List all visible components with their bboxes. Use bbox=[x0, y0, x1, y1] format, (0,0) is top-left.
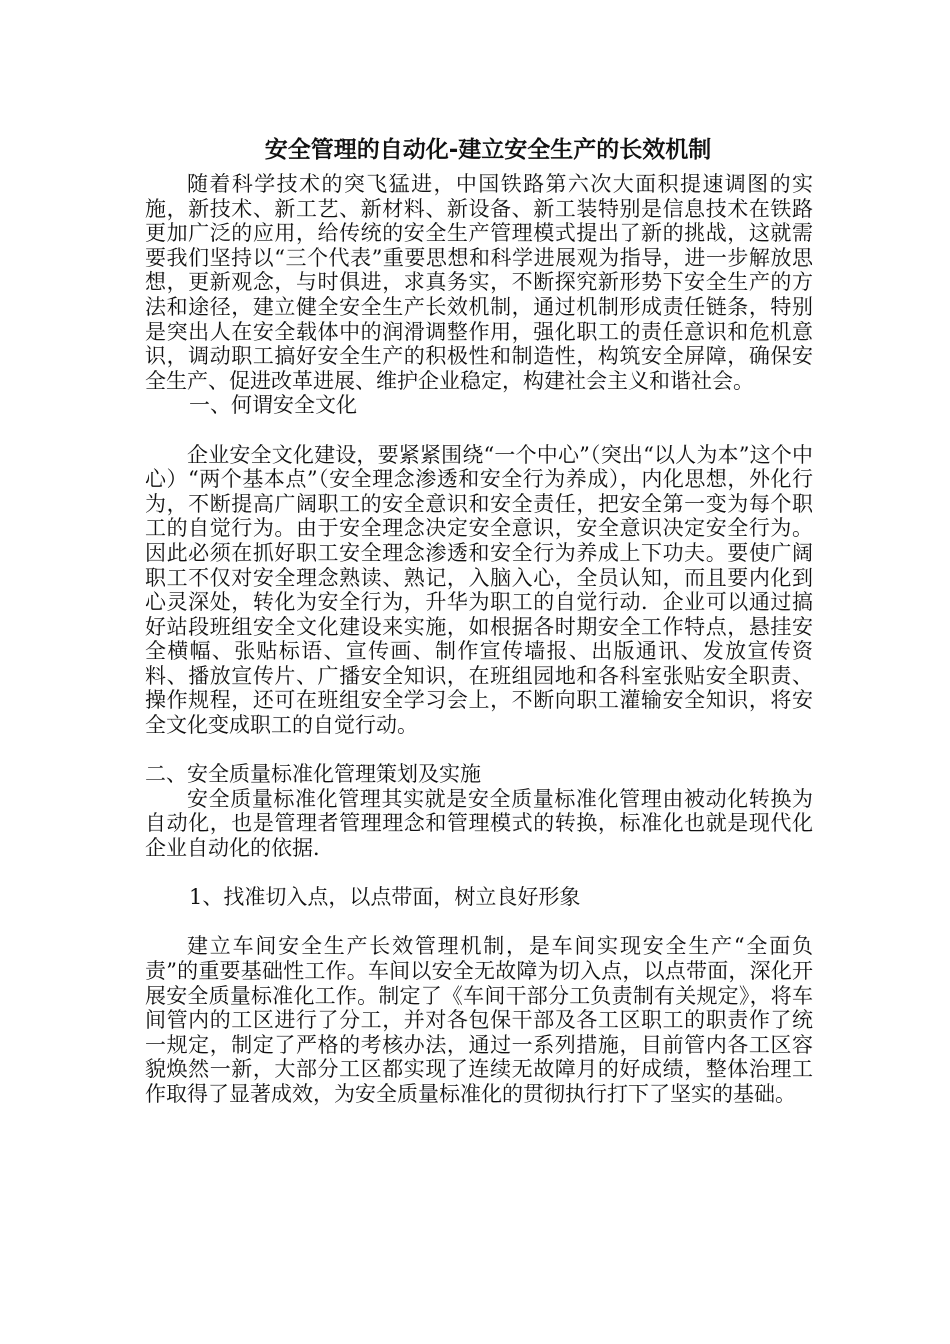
spacer bbox=[145, 861, 813, 886]
section2-paragraph: 安全质量标准化管理其实就是安全质量标准化管理由被动化转换为自动化，也是管理者管理理念和管理模式的转换，标准化也就是现代化企业自动化的依据． bbox=[145, 786, 813, 861]
subsection1-paragraph: 建立车间安全生产长效管理机制，是车间实现安全生产“全面负责”的重要基础性工作。车间以安全无故障为切入点，以点带面，深化开展安全质量标准化工作。制定了《车间干部分工负责制有关规定》，将车间管内的工区进行了分工，并对各包保干部及各工区职工的职责作了统一规定，制定了严格的考核办法，通过一系列措施，目前管内各工区容貌焕然一新，大部分工区都实现了连续无故障月的好成绩，整体治理工作取得了显著成效，为安全质量标准化的贯彻执行打下了坚实的基础。 bbox=[145, 934, 813, 1106]
section1-paragraph: 企业安全文化建设，要紧紧围绕“一个中心”（突出“以人为本”这个中心）“两个基本点”（安全理念渗透和安全行为养成），内化思想，外化行为，不断提高广阔职工的安全意识和安全责任，把安全第一变为每个职工的自觉行为。由于安全理念决定安全意识，安全意识决定安全行为。因此必须在抓好职工安全理念渗透和安全行为养成上下功夫。要使广阔职工不仅对安全理念熟读、熟记，入脑入心，全员认知，而且要内化到心灵深处，转化为安全行为，升华为职工的自觉行动．企业可以通过搞好站段班组安全文化建设来实施，如根据各时期安全工作特点，悬挂安全横幅、张贴标语、宣传画、制作宣传墙报、出版通讯、发放宣传资料、播放宣传片、广播安全知识，在班组园地和各科室张贴安全职责、操作规程，还可在班组安全学习会上，不断向职工灌输安全知识，将安全文化变成职工的自觉行动。 bbox=[145, 442, 813, 738]
section1-heading: 一、何谓安全文化 bbox=[189, 393, 357, 418]
spacer bbox=[145, 738, 813, 763]
spacer bbox=[145, 910, 813, 935]
document-title: 安全管理的自动化-建立安全生产的长效机制 bbox=[264, 137, 712, 163]
section2-heading: 二、安全质量标准化管理策划及实施 bbox=[145, 762, 481, 787]
document-page bbox=[145, 130, 813, 1107]
spacer bbox=[145, 418, 813, 443]
subsection1-heading: 1、找准切入点，以点带面，树立良好形象 bbox=[189, 885, 581, 910]
intro-paragraph: 随着科学技术的突飞猛进，中国铁路第六次大面积提速调图的实施，新技术、新工艺、新材料、新设备、新工装特别是信息技术在铁路更加广泛的应用，给传统的安全生产管理模式提出了新的挑战，这就需要我们坚持以“三个代表”重要思想和科学进展观为指导，进一步解放思想，更新观念，与时俱进，求真务实，不断探究新形势下安全生产的方法和途径，建立健全安全生产长效机制，通过机制形成责任链条，特别是突出人在安全载体中的润滑调整作用，强化职工的责任意识和危机意识，调动职工搞好安全生产的积极性和制造性，构筑安全屏障，确保安全生产、促进改革进展、维护企业稳定，构建社会主义和谐社会。 bbox=[145, 172, 813, 393]
